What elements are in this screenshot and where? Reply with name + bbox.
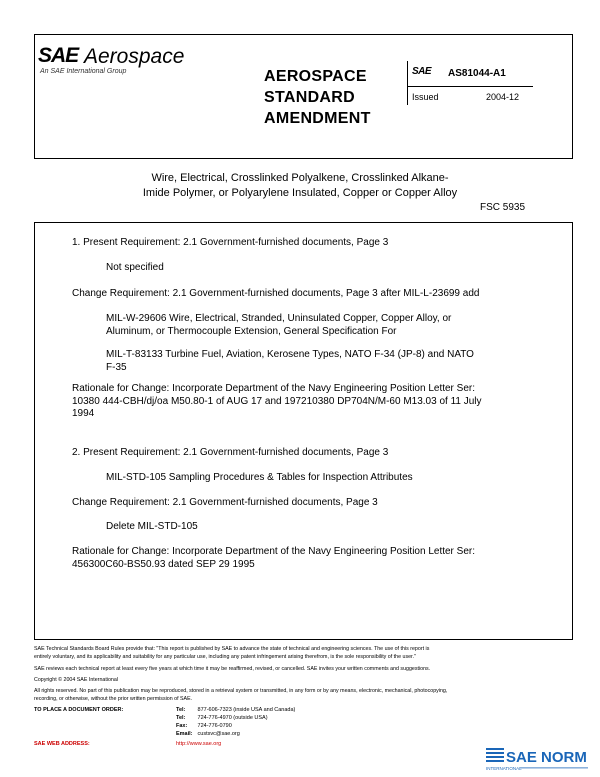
order-label: TO PLACE A DOCUMENT ORDER: — [34, 707, 124, 713]
item1-not-specified: Not specified — [106, 262, 164, 273]
item1-present-requirement: 1. Present Requirement: 2.1 Government-furnished documents, Page 3 — [72, 237, 389, 248]
item1-addition-mil-t-83133 — [106, 349, 546, 374]
logo-subtitle: An SAE International Group — [40, 68, 127, 75]
footer-rules-line2: entirely voluntary, and its applicability and suitability for any particular use, including any patent infringement arising therefrom, is the sole responsibility of the user." — [34, 654, 416, 660]
sae-mark: SAE — [412, 66, 432, 77]
issued-date: 2004-12 — [486, 92, 520, 102]
sae-aerospace-logo — [38, 44, 238, 84]
contact-email — [176, 731, 240, 737]
fax-value: 724-776-0790 — [197, 723, 232, 729]
item1-add2-line1: MIL-T-83133 Turbine Fuel, Aviation, Kerosene Types, NATO F-34 (JP-8) and NATO — [106, 349, 474, 360]
doc-type-line3: AMENDMENT — [264, 110, 371, 127]
item1-rationale-line1: Rationale for Change: Incorporate Department of the Navy Engineering Position Letter Ser: — [72, 383, 476, 394]
title-line1: Wire, Electrical, Crosslinked Polyalkene, Crosslinked Alkane- — [151, 172, 449, 184]
watermark-brand-text: SAE NORM — [506, 749, 587, 766]
footer-rights-line2: recording, or otherwise, without the prior written permission of SAE. — [34, 696, 193, 702]
logo-sae-text: SAE — [38, 44, 79, 67]
document-number: AS81044-A1 — [448, 68, 506, 79]
issued-divider-vertical — [407, 61, 408, 105]
amendment-body-frame — [34, 222, 573, 640]
fsc-code: FSC 5935 — [480, 202, 526, 213]
item2-change-requirement: Change Requirement: 2.1 Government-furnished documents, Page 3 — [72, 497, 378, 508]
fax-label: Fax: — [176, 723, 188, 729]
item2-rationale-line2: 456300C60-BS50.93 dated SEP 29 1995 — [72, 558, 255, 570]
footer-rules-line1: SAE Technical Standards Board Rules provide that: "This report is published by SAE to advance the state of technical and engineering sciences. The use of this report is — [34, 646, 430, 652]
document-title — [80, 171, 520, 201]
footer-review-line: SAE reviews each technical report at least every five years at which time it may be reaffirmed, revised, or cancelled. SAE invites your written comments and suggestions. — [34, 666, 431, 672]
item1-add1-line1: MIL-W-29606 Wire, Electrical, Stranded, Uninsulated Copper, Copper Alloy, or — [106, 313, 452, 324]
item1-rationale-line3: 1994 — [72, 408, 95, 419]
tel1-label: Tel: — [176, 707, 186, 713]
email-value[interactable]: custsvc@sae.org — [197, 731, 240, 737]
contact-tel1 — [176, 707, 295, 713]
contact-fax — [176, 723, 232, 729]
issued-label: Issued — [412, 92, 439, 102]
document-type — [264, 66, 371, 129]
doc-type-line1: AEROSPACE — [264, 68, 367, 85]
footer-rights-line1: All rights reserved. No part of this publication may be reproduced, stored in a retrieval system or transmitted, in any form or by any means, electronic, mechanical, photocopying, — [34, 688, 448, 694]
email-label: Email: — [176, 731, 193, 737]
watermark-tagline-text: INTERNATIONAL — [486, 766, 522, 771]
item1-add1-line2: Aluminum, or Thermocouple Extension, General Specification For — [106, 325, 397, 337]
logo-aerospace-text: Aerospace — [84, 45, 185, 68]
sae-norm-logo-icon — [484, 744, 592, 772]
item1-add2-line2: F-35 — [106, 361, 127, 373]
issued-divider-horizontal — [407, 86, 533, 87]
tel2-value: 724-776-4970 (outside USA) — [197, 715, 268, 721]
web-address-label: SAE WEB ADDRESS: — [34, 741, 90, 747]
contact-tel2 — [176, 715, 268, 721]
tel2-label: Tel: — [176, 715, 186, 721]
item2-rationale — [72, 546, 552, 571]
doc-type-line2: STANDARD — [264, 89, 355, 106]
sae-norm-watermark — [484, 744, 592, 772]
item2-delete: Delete MIL-STD-105 — [106, 521, 198, 532]
item1-addition-mil-w-29606 — [106, 313, 546, 338]
item1-rationale-line2: 10380 444-CBH/dj/oa M50.80-1 of AUG 17 and 197210380 DP704N/M-60 M13.03 of 11 July — [72, 395, 482, 407]
item1-change-requirement: Change Requirement: 2.1 Government-furnished documents, Page 3 after MIL-L-23699 add — [72, 288, 480, 299]
item1-rationale — [72, 383, 552, 421]
tel1-value: 877-606-7323 (inside USA and Canada) — [197, 707, 296, 713]
item2-spec: MIL-STD-105 Sampling Procedures & Tables for Inspection Attributes — [106, 472, 413, 483]
footer-copyright: Copyright © 2004 SAE International — [34, 677, 118, 683]
item2-rationale-line1: Rationale for Change: Incorporate Department of the Navy Engineering Position Letter Ser: — [72, 546, 476, 557]
item2-present-requirement: 2. Present Requirement: 2.1 Government-furnished documents, Page 3 — [72, 447, 389, 458]
web-address-link[interactable]: http://www.sae.org — [176, 741, 222, 747]
title-line2: Imide Polymer, or Polyarylene Insulated, Copper or Copper Alloy — [142, 187, 458, 199]
